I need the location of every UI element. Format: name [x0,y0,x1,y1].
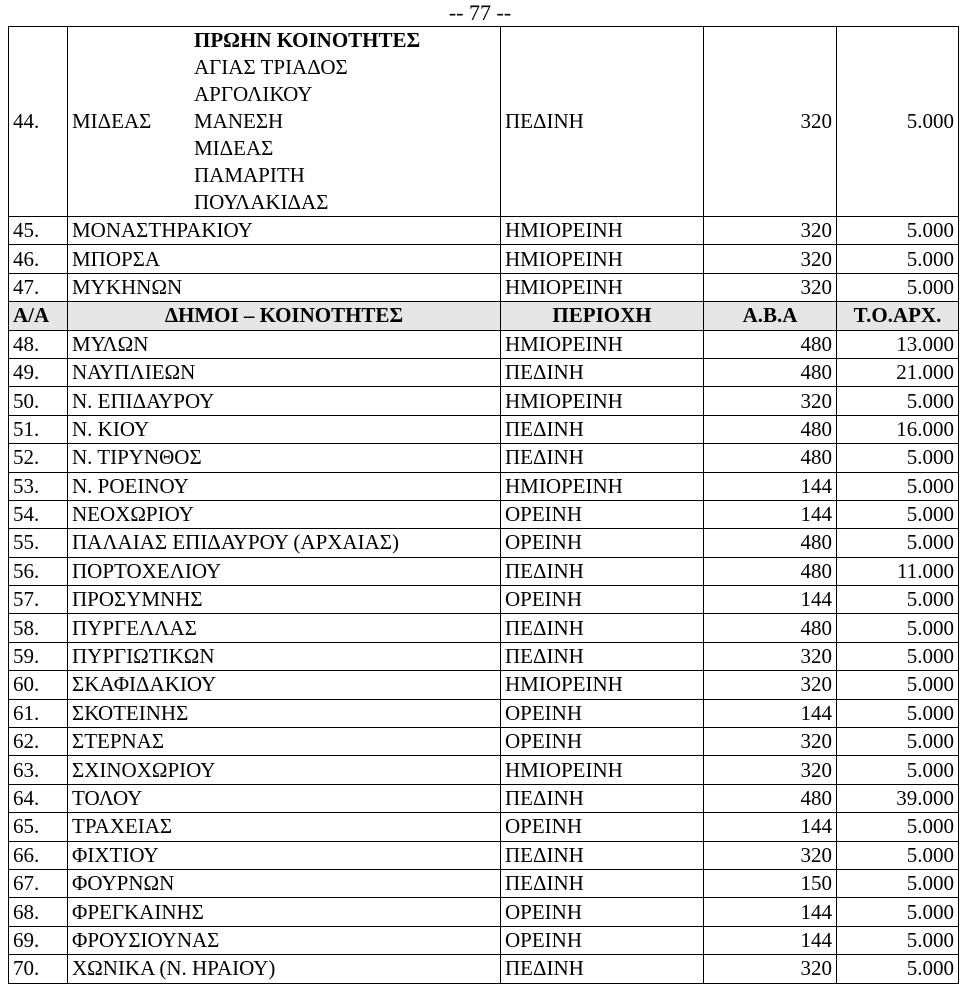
municipality-name: ΠΥΡΓΕΛΛΑΣ [68,614,501,642]
to-cell: 5.000 [837,273,959,301]
table-row [9,926,959,954]
area-cell: ΟΡΕΙΝΗ [501,586,704,614]
to-cell: 5.000 [837,841,959,869]
municipality-name: ΜΥΛΩΝ [68,330,501,358]
municipality-name: ΝΑΥΠΛΙΕΩΝ [68,358,501,386]
to-cell: 13.000 [837,330,959,358]
aba-cell: 144 [704,813,837,841]
to-cell: 5.000 [837,500,959,528]
municipality-name: ΦΟΥΡΝΩΝ [68,869,501,897]
area-cell: ΠΕΔΙΝΗ [501,869,704,897]
table-row [9,415,959,443]
aba-cell: 144 [704,898,837,926]
row-number: 47. [9,273,68,301]
to-cell: 21.000 [837,358,959,386]
table-row [9,245,959,273]
to-cell: 5.000 [837,955,959,983]
to-cell: 5.000 [837,869,959,897]
table-row [9,557,959,585]
table-row [9,699,959,727]
row-number: 59. [9,642,68,670]
aba-cell: 320 [704,955,837,983]
municipality-name: ΣΚΟΤΕΙΝΗΣ [68,699,501,727]
aba-cell: 320 [704,245,837,273]
table-row [9,756,959,784]
to-cell: 5.000 [837,728,959,756]
table-row [9,358,959,386]
header-municipalities: ΔΗΜΟΙ – ΚΟΙΝΟΤΗΤΕΣ [68,302,501,330]
row-number: 68. [9,898,68,926]
table-body [9,27,959,984]
table-row [9,217,959,245]
aba-cell: 480 [704,415,837,443]
aba-cell: 144 [704,586,837,614]
area-cell: ΠΕΔΙΝΗ [501,358,704,386]
to-cell: 5.000 [837,217,959,245]
row-number: 53. [9,472,68,500]
aba-cell: 480 [704,358,837,386]
aba-cell: 480 [704,444,837,472]
aba-cell: 320 [704,387,837,415]
area-cell: ΟΡΕΙΝΗ [501,699,704,727]
aba-cell: 144 [704,926,837,954]
page-number: -- 77 -- [448,0,512,25]
aba-cell: 320 [704,273,837,301]
municipality-name: ΜΠΟΡΣΑ [68,245,501,273]
area-cell: ΟΡΕΙΝΗ [501,529,704,557]
area-cell: ΠΕΔΙΝΗ [501,27,704,217]
aba-cell: 480 [704,529,837,557]
to-cell: 5.000 [837,27,959,217]
to-cell: 5.000 [837,926,959,954]
aba-cell: 320 [704,756,837,784]
area-cell: ΟΡΕΙΝΗ [501,813,704,841]
table-row [9,273,959,301]
municipality-name: Ν. ΤΙΡΥΝΘΟΣ [68,444,501,472]
to-cell: 5.000 [837,813,959,841]
table-row [9,841,959,869]
row-number: 44. [9,27,68,217]
table-row [9,586,959,614]
municipality-name: ΠΡΟΣΥΜΝΗΣ [68,586,501,614]
table-row [9,529,959,557]
aba-cell: 320 [704,841,837,869]
municipality-name: ΤΡΑΧΕΙΑΣ [68,813,501,841]
area-cell: ΟΡΕΙΝΗ [501,500,704,528]
area-cell: ΟΡΕΙΝΗ [501,728,704,756]
municipality-name: ΜΙΔΕΑΣ [72,109,152,133]
table-row [9,813,959,841]
header-aa: Α/Α [9,302,68,330]
municipalities-table [8,26,959,984]
area-cell: ΗΜΙΟΡΕΙΝΗ [501,217,704,245]
row-number: 58. [9,614,68,642]
municipality-name: ΣΧΙΝΟΧΩΡΙΟΥ [68,756,501,784]
area-cell: ΠΕΔΙΝΗ [501,614,704,642]
row-number: 49. [9,358,68,386]
community-name: ΜΑΝΕΣΗ [194,109,284,133]
table-row [9,500,959,528]
municipality-name: ΦΙΧΤΙΟΥ [68,841,501,869]
table-row [9,728,959,756]
community-name: ΠΟΥΛΑΚΙΔΑΣ [194,190,329,214]
row-number: 65. [9,813,68,841]
to-cell: 5.000 [837,586,959,614]
table-row [9,642,959,670]
area-cell: ΠΕΔΙΝΗ [501,955,704,983]
table-row [9,614,959,642]
row-number: 62. [9,728,68,756]
municipality-name: ΠΑΛΑΙΑΣ ΕΠΙΔΑΥΡΟΥ (ΑΡΧΑΙΑΣ) [68,529,501,557]
municipality-name: ΝΕΟΧΩΡΙΟΥ [68,500,501,528]
row-number: 55. [9,529,68,557]
municipality-name: ΦΡΕΓΚΑΙΝΗΣ [68,898,501,926]
to-cell: 5.000 [837,614,959,642]
area-cell: ΠΕΔΙΝΗ [501,415,704,443]
row-number: 67. [9,869,68,897]
header-aba: Α.Β.Α [704,302,837,330]
row-number: 57. [9,586,68,614]
municipality-name: ΠΥΡΓΙΩΤΙΚΩΝ [68,642,501,670]
header-area: ΠΕΡΙΟΧΗ [501,302,704,330]
municipality-name: Ν. ΡΟΕΙΝΟΥ [68,472,501,500]
to-cell: 5.000 [837,529,959,557]
area-cell: ΠΕΔΙΝΗ [501,557,704,585]
row-number: 54. [9,500,68,528]
municipality-name: ΣΚΑΦΙΔΑΚΙΟΥ [68,671,501,699]
area-cell: ΠΕΔΙΝΗ [501,642,704,670]
former-communities-list [194,27,420,216]
municipality-name: ΠΟΡΤΟΧΕΛΙΟΥ [68,557,501,585]
municipality-group-cell [68,27,501,217]
municipality-name: ΦΡΟΥΣΙΟΥΝΑΣ [68,926,501,954]
to-cell: 5.000 [837,898,959,926]
municipality-name: ΜΥΚΗΝΩΝ [68,273,501,301]
aba-cell: 320 [704,27,837,217]
table-row [9,671,959,699]
row-number: 51. [9,415,68,443]
area-cell: ΠΕΔΙΝΗ [501,784,704,812]
table-row [9,387,959,415]
community-name: ΑΓΙΑΣ ΤΡΙΑΔΟΣ [194,55,348,79]
row-number: 66. [9,841,68,869]
table-row [9,784,959,812]
to-cell: 11.000 [837,557,959,585]
municipality-name: ΜΟΝΑΣΤΗΡΑΚΙΟΥ [68,217,501,245]
aba-cell: 150 [704,869,837,897]
to-cell: 5.000 [837,671,959,699]
aba-cell: 320 [704,728,837,756]
table-row [9,869,959,897]
row-number: 50. [9,387,68,415]
community-name: ΠΑΜΑΡΙΤΗ [194,163,305,187]
former-communities-title: ΠΡΩΗΝ ΚΟΙΝΟΤΗΤΕΣ [194,28,421,52]
municipality-name: Ν. ΚΙΟΥ [68,415,501,443]
area-cell: ΠΕΔΙΝΗ [501,841,704,869]
area-cell: ΟΡΕΙΝΗ [501,898,704,926]
area-cell: ΗΜΙΟΡΕΙΝΗ [501,671,704,699]
aba-cell: 144 [704,699,837,727]
aba-cell: 320 [704,642,837,670]
area-cell: ΗΜΙΟΡΕΙΝΗ [501,330,704,358]
to-cell: 5.000 [837,444,959,472]
area-cell: ΗΜΙΟΡΕΙΝΗ [501,273,704,301]
row-number: 48. [9,330,68,358]
table-row [9,444,959,472]
row-number: 45. [9,217,68,245]
to-cell: 5.000 [837,642,959,670]
to-cell: 5.000 [837,387,959,415]
table-header-row [9,302,959,330]
to-cell: 16.000 [837,415,959,443]
row-number: 64. [9,784,68,812]
area-cell: ΟΡΕΙΝΗ [501,926,704,954]
to-cell: 39.000 [837,784,959,812]
to-cell: 5.000 [837,245,959,273]
aba-cell: 144 [704,472,837,500]
municipality-name: Ν. ΕΠΙΔΑΥΡΟΥ [68,387,501,415]
row-number: 56. [9,557,68,585]
area-cell: ΗΜΙΟΡΕΙΝΗ [501,245,704,273]
row-number: 52. [9,444,68,472]
table-row-group-44 [9,27,959,217]
row-number: 63. [9,756,68,784]
community-name: ΜΙΔΕΑΣ [194,136,274,160]
aba-cell: 480 [704,614,837,642]
row-number: 61. [9,699,68,727]
municipality-name: ΤΟΛΟΥ [68,784,501,812]
aba-cell: 144 [704,500,837,528]
table-row [9,330,959,358]
area-cell: ΠΕΔΙΝΗ [501,444,704,472]
area-cell: ΗΜΙΟΡΕΙΝΗ [501,387,704,415]
aba-cell: 480 [704,784,837,812]
community-name: ΑΡΓΟΛΙΚΟΥ [194,82,313,106]
aba-cell: 480 [704,330,837,358]
header-to: Τ.Ο.ΑΡΧ. [837,302,959,330]
to-cell: 5.000 [837,756,959,784]
row-number: 69. [9,926,68,954]
to-cell: 5.000 [837,699,959,727]
to-cell: 5.000 [837,472,959,500]
table-row [9,898,959,926]
table-row [9,955,959,983]
municipality-name: ΧΩΝΙΚΑ (Ν. ΗΡΑΙΟΥ) [68,955,501,983]
aba-cell: 320 [704,217,837,245]
row-number: 70. [9,955,68,983]
aba-cell: 320 [704,671,837,699]
table-row [9,472,959,500]
area-cell: ΗΜΙΟΡΕΙΝΗ [501,472,704,500]
row-number: 46. [9,245,68,273]
row-number: 60. [9,671,68,699]
municipality-name: ΣΤΕΡΝΑΣ [68,728,501,756]
area-cell: ΗΜΙΟΡΕΙΝΗ [501,756,704,784]
aba-cell: 480 [704,557,837,585]
